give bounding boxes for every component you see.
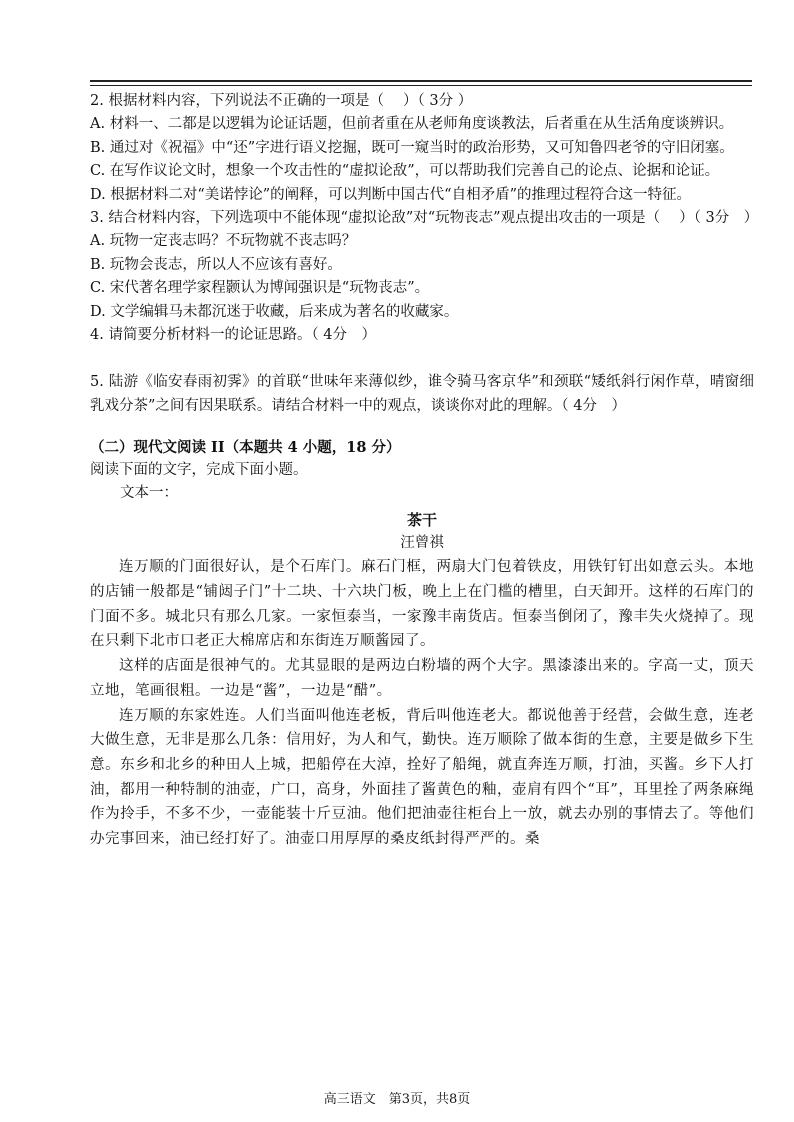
section-heading: （二）现代文阅读 II（本题共 4 小题，18 分） bbox=[90, 439, 401, 457]
page-content bbox=[90, 90, 759, 852]
question-2-option-c: C. 在写作议论文时，想象一个攻击性的“虚拟论敌”，可以帮助我们完善自己的论点、论据和论证。 bbox=[90, 163, 720, 180]
question-2-option-d: D. 根据材料二对“美诺悖论”的阐释，可以判断中国古代“自相矛盾”的推理过程符合这一特征。 bbox=[90, 186, 691, 203]
answer-space bbox=[90, 347, 754, 371]
page-footer: 高三语文 第3页，共8页 bbox=[323, 1092, 471, 1107]
question-3-option-c: C. 宋代著名理学家程颢认为博闻强识是“玩物丧志”。 bbox=[90, 280, 430, 297]
question-3-option-b: B. 玩物会丧志，所以人不应该有喜好。 bbox=[90, 256, 342, 273]
question-3-option-d: D. 文学编辑马未都沉迷于收藏，后来成为著名的收藏家。 bbox=[90, 303, 459, 320]
question-3 bbox=[90, 207, 759, 324]
question-5-stem: 5. 陆游《临安春雨初霁》的首联“世味年来薄似纱，谁令骑马客京华”和颈联“矮纸斜行闲作草，晴窗细乳戏分茶”之间有因果联系。请结合材料一中的观点，谈谈你对此的理解。（ 4分 ） bbox=[90, 374, 754, 414]
article-title: 茶干 bbox=[406, 511, 437, 530]
question-2-option-b: B. 通过对《祝福》中“还”字进行语义挖掘，既可一窥当时的政治形势，又可知鲁四老爷的守旧闭塞。 bbox=[90, 139, 734, 156]
question-2-stem: 2. 根据材料内容，下列说法不正确的一项是（ ）（ 3分 ） bbox=[90, 93, 473, 109]
question-3-stem: 3. 结合材料内容，下列选项中不能体现“虚拟论敌”对“玩物丧志”观点提出攻击的一项是（ ）（ 3分 ） bbox=[90, 210, 759, 227]
question-4 bbox=[90, 324, 754, 347]
question-3-option-a: A. 玩物一定丧志吗？不玩物就不丧志吗？ bbox=[90, 233, 357, 250]
question-2 bbox=[90, 90, 754, 207]
question-2-option-a: A. 材料一、二都是以逻辑为论证话题，但前者重在从老师角度谈教法，后者重在从生活角度谈辨识。 bbox=[90, 116, 734, 133]
article-paragraph: 这样的店面是很神气的。尤其显眼的是两边白粉墙的两个大字。黑漆漆出来的。字高一丈，顶天立地，笔画很粗。一边是“酱”，一边是“醋”。 bbox=[90, 658, 754, 699]
question-5 bbox=[90, 371, 754, 418]
question-4-stem: 4. 请简要分析材料一的论证思路。（ 4分 ） bbox=[90, 327, 377, 344]
article-paragraph: 连万顺的门面很好认，是个石库门。麻石门框，两扇大门包着铁皮，用铁钉钉出如意云头。本地的店铺一般都是“铺闼子门”十二块、十六块门板，晚上上在门槛的槽里，白天卸开。这样的石库门的门面不多。城北只有那么几家。一家恒泰当，一家豫丰南货店。恒泰当倒闭了，豫丰失火烧掉了。现在只剩下北市口老正大棉席店和东街连万顺酱园了。 bbox=[90, 559, 754, 650]
header-rule-thin bbox=[90, 85, 752, 86]
header-rule-thick bbox=[90, 80, 752, 82]
article-body bbox=[90, 555, 754, 851]
article-paragraph: 连万顺的东家姓连。人们当面叫他连老板，背后叫他连老大。都说他善于经营，会做生意，连老大做生意，无非是那么几条：信用好，为人和气，勤快。连万顺除了做本街的生意，主要是做乡下生意。东乡和北乡的种田人上城，把船停在大淖，拴好了船绳，就直奔连万顺，打油，买酱。乡下人打油，都用一种特制的油壶，广口，高身，外面挂了酱黄色的釉，壶肩有四个“耳”，耳里拴了两条麻绳作为拎手，不多不少，一壶能装十斤豆油。他们把油壶往柜台上一放，就去办别的事情去了。等他们办完事回来，油已经打好了。油壶口用厚厚的桑皮纸封得严严的。桑 bbox=[90, 707, 754, 848]
text-label: 文本一： bbox=[120, 485, 178, 502]
section-instruction: 阅读下面的文字，完成下面小题。 bbox=[90, 462, 308, 479]
article-author: 汪曾祺 bbox=[400, 535, 444, 552]
